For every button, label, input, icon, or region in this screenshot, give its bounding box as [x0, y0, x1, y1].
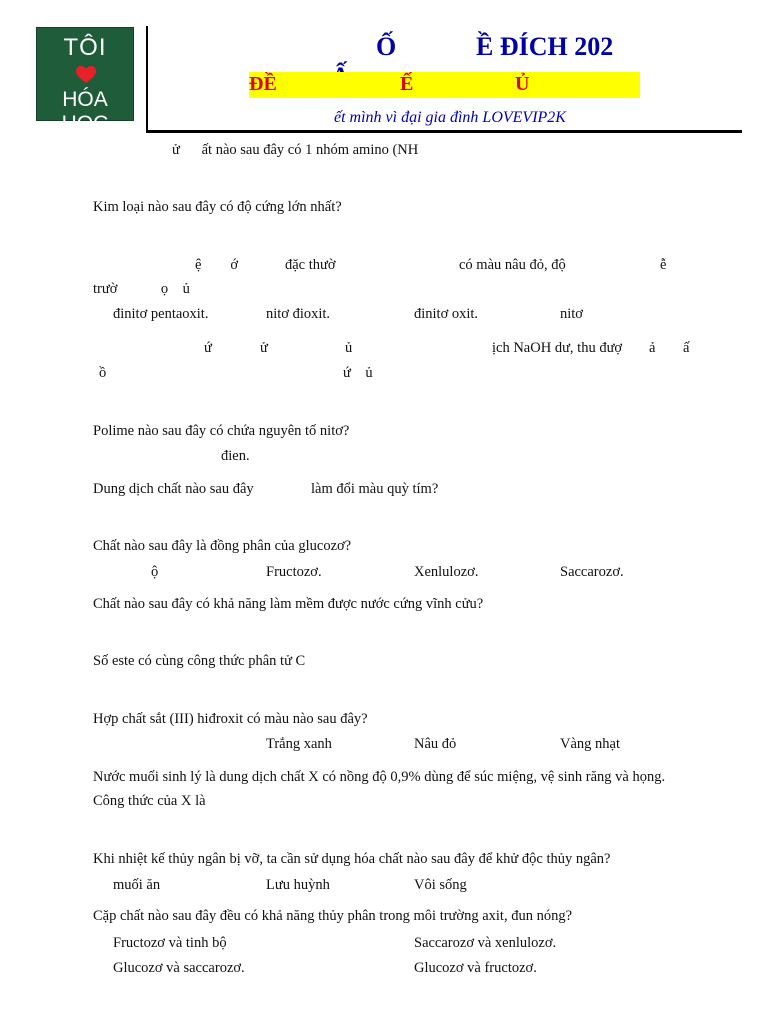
answer-option: nitơ đioxit.: [266, 306, 331, 322]
answer-option: Xenlulozơ.: [414, 564, 479, 580]
answer-option: Vôi sống: [414, 877, 467, 893]
question-text-fragment: có màu nâu đỏ, độ: [459, 257, 566, 273]
question-text: Nước muối sinh lý là dung dịch chất X có nồng độ 0,9% dùng để súc miệng, vệ sinh răng và họng.: [93, 769, 666, 785]
logo-text-top: TÔI: [63, 34, 107, 61]
banner-fragment: Ủ: [515, 73, 530, 95]
answer-option: Saccarozơ và xenlulozơ.: [414, 935, 557, 951]
title-fragment: Ố: [376, 32, 397, 61]
question-text-fragment: ử: [260, 340, 268, 356]
banner-fragment: ĐỀ: [249, 73, 277, 95]
question-text-fragment: ịch NaOH dư, thu đượ: [492, 340, 623, 356]
answer-option: Lưu huỳnh: [266, 877, 330, 893]
question-text: Chất nào sau đây có khả năng làm mềm được nước cứng vĩnh cửu?: [93, 596, 484, 612]
question-text-fragment: Dung dịch chất nào sau đây: [93, 481, 254, 497]
answer-option: Nâu đỏ: [414, 736, 457, 752]
question-text: Kim loại nào sau đây có độ cứng lớn nhất?: [93, 199, 342, 215]
answer-option: Vàng nhạt: [560, 736, 620, 752]
answer-option: đinitơ pentaoxit.: [113, 306, 209, 322]
question-text-fragment: ứ ủ: [343, 365, 373, 381]
logo-badge: [36, 27, 134, 135]
answer-option: nitơ: [560, 306, 583, 322]
header-divider-vertical: [146, 26, 148, 130]
answer-option: Fructozơ.: [266, 564, 322, 580]
answer-option: Glucozơ và fructozơ.: [414, 960, 537, 976]
question-text-fragment: trườ ọ ủ: [93, 281, 190, 297]
question-text: Công thức của X là: [93, 793, 206, 809]
question-text: Cặp chất nào sau đây đều có khả năng thủy phân trong môi trường axit, đun nóng?: [93, 908, 573, 924]
question-text-fragment: đặc thườ: [285, 257, 336, 273]
heart-icon: [76, 66, 96, 84]
answer-option: ộ: [151, 564, 159, 580]
question-text-fragment: ứ: [204, 340, 212, 356]
answer-option: muối ăn: [113, 877, 161, 893]
question-text-fragment: làm đổi màu quỳ tím?: [311, 481, 439, 497]
answer-option: Saccarozơ.: [560, 564, 624, 580]
answer-option: Trắng xanh: [266, 736, 332, 752]
logo-text-bottom: HÓA HỌC: [61, 88, 109, 135]
question-text: Hợp chất sắt (III) hiđroxit có màu nào sau đây?: [93, 711, 368, 727]
question-text-fragment: ủ: [345, 340, 353, 356]
tagline: ết mình vì đại gia đình LOVEVIP2K: [334, 109, 566, 126]
question-text-fragment: ễ: [660, 257, 667, 273]
answer-option: đinitơ oxit.: [414, 306, 479, 322]
banner-fragment: Ế: [400, 73, 414, 95]
question-text: Polime nào sau đây có chứa nguyên tố nitơ?: [93, 423, 350, 439]
title-fragment: Ề ĐÍCH 202: [476, 32, 614, 61]
exam-banner: [249, 72, 640, 98]
answer-option: Glucozơ và saccarozơ.: [113, 960, 245, 976]
question-text: Chất nào sau đây là đồng phân của glucozơ?: [93, 538, 352, 554]
answer-option: đien.: [221, 448, 250, 464]
question-text-fragment: ệ ớ: [195, 257, 239, 273]
question-text-fragment: ấ: [683, 340, 690, 356]
question-text-fragment: ả: [649, 340, 656, 356]
question-text-fragment: ồ: [99, 365, 107, 381]
question-text: ử ất nào sau đây có 1 nhóm amino (NH: [172, 142, 419, 158]
question-text: Khi nhiệt kế thủy ngân bị vỡ, ta cần sử dụng hóa chất nào sau đây để khử độc thủy ngân?: [93, 851, 611, 867]
question-text: Số este có cùng công thức phân tử C: [93, 653, 306, 669]
answer-option: Fructozơ và tinh bộ: [113, 935, 227, 951]
header-divider-horizontal: [146, 130, 742, 133]
